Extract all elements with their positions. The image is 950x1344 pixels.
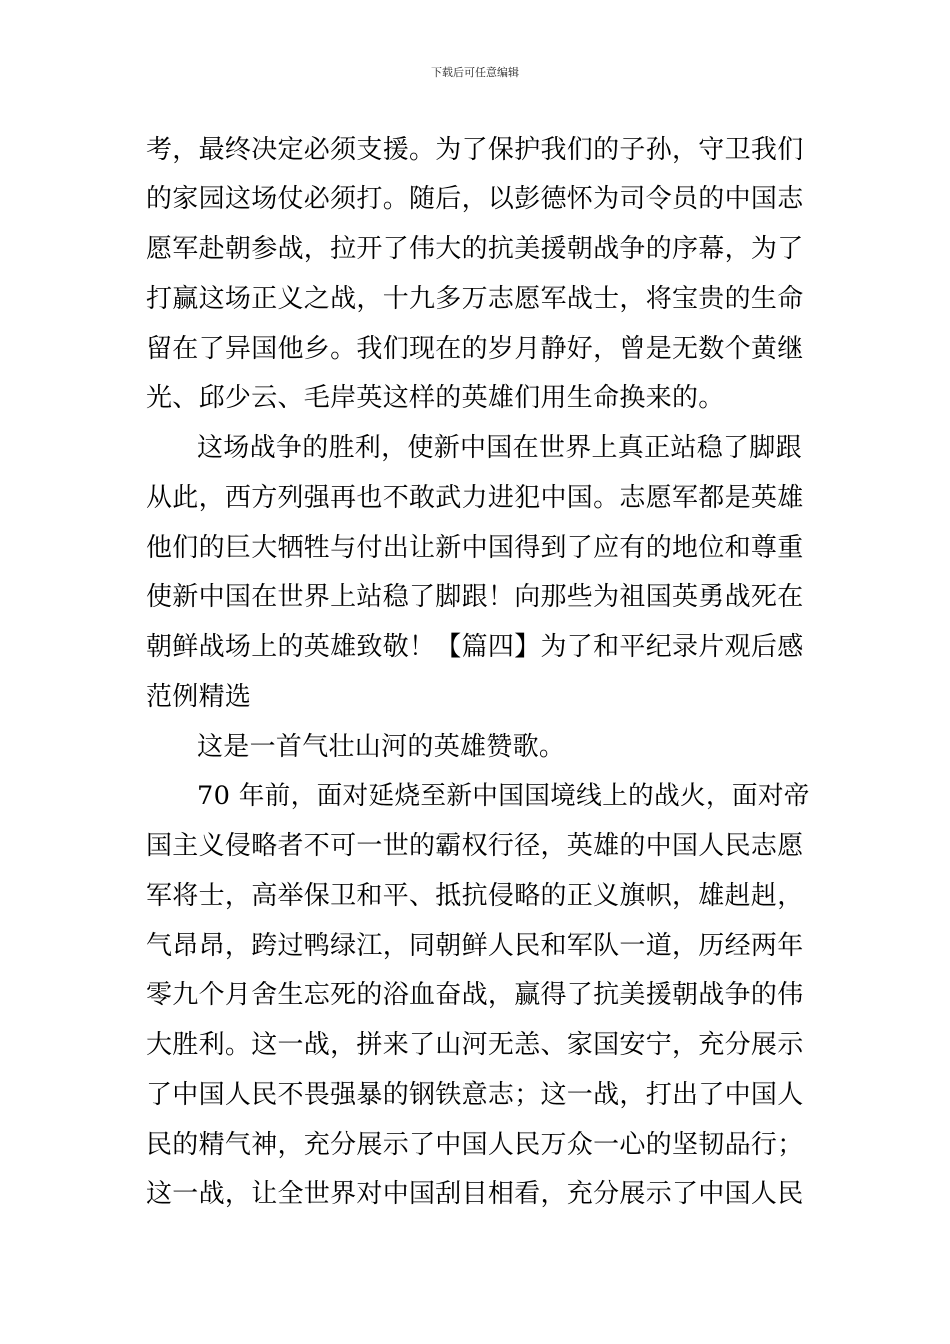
- text-line: 这一战，让全世界对中国刮目相看，充分展示了中国人民: [146, 1179, 804, 1209]
- text-line: 从此，西方列强再也不敢武力进犯中国。志愿军都是英雄: [146, 483, 804, 513]
- text-line: 这场战争的胜利，使新中国在世界上真正站稳了脚跟: [197, 433, 802, 463]
- text-line: 范例精选: [146, 682, 252, 712]
- text-line: 打赢这场正义之战，十九多万志愿军战士，将宝贵的生命: [146, 284, 804, 314]
- text-line: 朝鲜战场上的英雄致敬！【篇四】为了和平纪录片观后感: [146, 632, 804, 662]
- text-line: 民的精气神，充分展示了中国人民万众一心的坚韧品行；: [146, 1130, 804, 1160]
- text-line: 国主义侵略者不可一世的霸权行径，英雄的中国人民志愿: [146, 831, 804, 861]
- text-line: 光、邱少云、毛岸英这样的英雄们用生命换来的。: [146, 383, 725, 413]
- text-line: 留在了异国他乡。我们现在的岁月静好，曾是无数个黄继: [146, 334, 804, 364]
- text-line: 大胜利。这一战，拼来了山河无恙、家国安宁，充分展示: [146, 1030, 804, 1060]
- text-line: 了中国人民不畏强暴的钢铁意志；这一战，打出了中国人: [146, 1080, 804, 1110]
- text-line: 愿军赴朝参战，拉开了伟大的抗美援朝战争的序幕，为了: [146, 234, 804, 264]
- text-line: 使新中国在世界上站稳了脚跟！向那些为祖国英勇战死在: [146, 582, 804, 612]
- text-line: 军将士，高举保卫和平、抵抗侵略的正义旗帜，雄赳赳，: [146, 881, 804, 911]
- text-line: 零九个月舍生忘死的浴血奋战，赢得了抗美援朝战争的伟: [146, 980, 804, 1010]
- text-line: 气昂昂，跨过鸭绿江，同朝鲜人民和军队一道，历经两年: [146, 931, 804, 961]
- text-line: 70 年前，面对延烧至新中国国境线上的战火，面对帝: [197, 781, 810, 811]
- text-line: 这是一首气壮山河的英雄赞歌。: [197, 732, 566, 762]
- text-line: 的家园这场仗必须打。随后，以彭德怀为司令员的中国志: [146, 184, 804, 214]
- page-header: 下载后可任意编辑: [431, 66, 519, 79]
- text-line: 他们的巨大牺牲与付出让新中国得到了应有的地位和尊重: [146, 533, 804, 563]
- text-line: 考，最终决定必须支援。为了保护我们的子孙，守卫我们: [146, 135, 804, 165]
